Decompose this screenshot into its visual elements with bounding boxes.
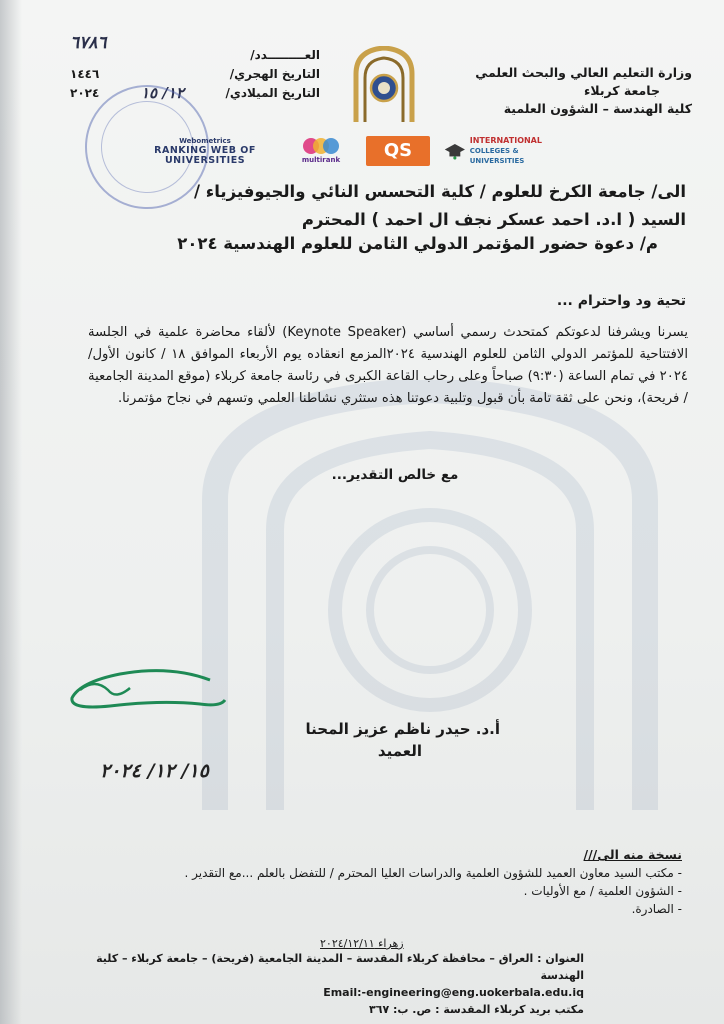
- number-label: العـــــــــدد/: [250, 48, 320, 62]
- document-meta: [70, 33, 320, 103]
- multirank-circles-icon: [301, 137, 341, 155]
- signer-title: العميد: [377, 742, 422, 760]
- signer-block: [180, 718, 500, 762]
- graduation-cap-icon: [444, 140, 466, 162]
- page-shadow: [0, 0, 22, 1024]
- document-number: ٦٧٨٦: [70, 33, 107, 53]
- webometrics-logo: Webometrics RANKING WEB OF UNIVERSITIES: [154, 137, 256, 166]
- ministry-header: [452, 64, 692, 118]
- addressee-institution: الى/ جامعة الكرخ للعلوم / كلية التحسس النائي والجيوفيزياء /: [193, 182, 686, 201]
- addressee-person: السيد ( ا.د. احمد عسكر نجف ال احمد ) المحترم: [301, 210, 686, 229]
- addressee-block: [86, 180, 686, 256]
- hijri-date-value: ١٤٤٦: [70, 67, 100, 81]
- typist-note: زهراء ٢٠٢٤/١٢/١١: [320, 937, 404, 950]
- copy-item: - الصادرة.: [631, 902, 682, 916]
- letter-footer: [64, 950, 584, 1018]
- letter-subject: م/ دعوة حضور المؤتمر الدولي الثامن للعلوم الهندسية ٢٠٢٤: [177, 234, 658, 253]
- hijri-date-label: التاريخ الهجري/: [229, 67, 320, 81]
- footer-address: العنوان : العراق – محافظة كربلاء المقدسة – المدينة الجامعية (فريحة) – جامعة كربلاء – كلية الهندسة: [96, 952, 584, 982]
- gregorian-date-label: التاريخ الميلادي/: [225, 86, 320, 100]
- multirank-logo: multirank: [290, 136, 352, 166]
- signature-date: ١٥/ ١٢/ ٢٠٢٤: [100, 760, 209, 782]
- greeting: تحية ود واحترام ...: [556, 293, 686, 309]
- copy-item: - مكتب السيد معاون العميد للشؤون العلمية والدراسات العليا المحترم / للتفضل بالعلم ...مع التقدير .: [184, 866, 682, 880]
- copies-heading: نسخة منه الى///: [583, 847, 682, 862]
- qs-logo: QS: [366, 136, 430, 166]
- gregorian-date-handwritten: ١٢/ ١٥: [140, 84, 184, 102]
- copy-item: - الشؤون العلمية / مع الأوليات .: [523, 884, 682, 898]
- accreditation-logos: [130, 136, 550, 168]
- university-emblem: [352, 46, 416, 124]
- college-name: كلية الهندسة – الشؤون العلمية: [503, 101, 692, 116]
- signer-name: أ.د. حيدر ناظم عزيز المحنا: [305, 720, 500, 738]
- closing: مع خالص التقدير...: [331, 467, 459, 483]
- copies-list: [62, 846, 682, 918]
- footer-po-box: مكتب بريد كربلاء المقدسة : ص. ب: ٣٦٧: [369, 1003, 584, 1016]
- university-name: جامعة كربلاء: [583, 83, 660, 98]
- ministry-name: وزارة التعليم العالي والبحث العلمي: [475, 65, 692, 80]
- gregorian-date-value: ٢٠٢٤: [70, 86, 100, 100]
- international-colleges-logo: INTERNATIONAL COLLEGES & UNIVERSITIES: [444, 136, 552, 166]
- letter-body: يسرنا ويشرفنا لدعوتكم كمتحدث رسمي أساسي (Keynote Speaker) لألقاء محاضرة علمية في الجلسة الافتتاحية للمؤتمر الدولي الثامن للعلوم الهندسية ٢٠٢٤المزمع انعقاده يوم الأربعاء الموافق ١٨ / كانون الأول/ ٢٠٢٤ في تمام الساعة (٩:٣٠) صباحاً وعلى رحاب القاعة الكبرى في رئاسة جامعة كربلاء (موقع المدينة الجامعية / فريحة)، ونحن على ثقة تامة بأن قبول وتلبية دعوتنا هذه ستثري نشاطنا العلمي وتسهم في نجاح مؤتمرنا.: [88, 325, 688, 406]
- handwritten-signature: [50, 660, 230, 720]
- footer-email: Email:-engineering@eng.uokerbala.edu.iq: [323, 986, 584, 999]
